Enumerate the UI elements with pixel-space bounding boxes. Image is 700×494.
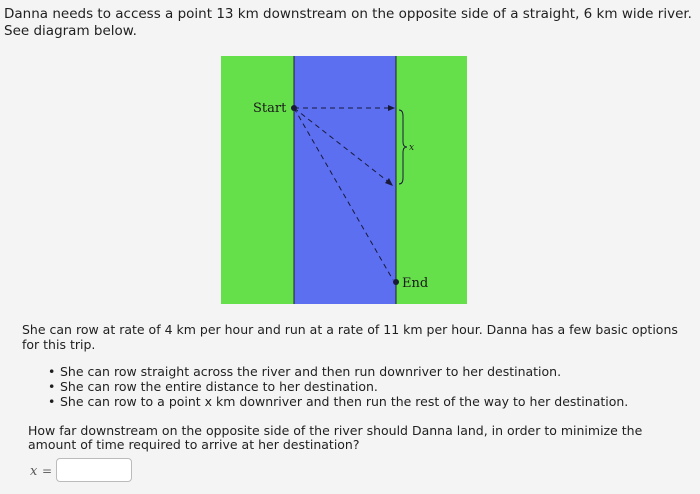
option-item bbox=[48, 364, 628, 379]
bullet: • bbox=[48, 364, 56, 379]
option-text: She can row the entire distance to her destination. bbox=[60, 379, 378, 394]
left-bank bbox=[221, 56, 294, 304]
x-label: x bbox=[409, 143, 415, 153]
river-diagram bbox=[221, 56, 467, 304]
bullet: • bbox=[48, 394, 56, 409]
end-point bbox=[393, 279, 399, 285]
start-label: Start bbox=[253, 101, 287, 116]
problem-intro: Danna needs to access a point 13 km downstream on the opposite side of a straight, 6 km wide river. See diagram below. bbox=[4, 6, 692, 39]
bullet: • bbox=[48, 379, 56, 394]
equals-sign: = bbox=[42, 464, 53, 478]
options-list bbox=[48, 364, 628, 409]
river-diagram-svg bbox=[221, 56, 467, 304]
option-text: She can row straight across the river and then run downriver to her destination. bbox=[60, 364, 562, 379]
option-item bbox=[48, 394, 628, 409]
option-item bbox=[48, 379, 628, 394]
end-label: End bbox=[402, 276, 429, 291]
option-text: She can row to a point x km downriver and then run the rest of the way to her destination. bbox=[60, 394, 629, 409]
question-text: How far downstream on the opposite side of the river should Danna land, in order to minimize the amount of time required to arrive at her destination? bbox=[28, 423, 643, 452]
answer-input[interactable] bbox=[56, 458, 132, 482]
start-point bbox=[291, 105, 297, 111]
right-bank bbox=[396, 56, 467, 304]
river bbox=[294, 56, 396, 304]
answer-variable: x bbox=[30, 464, 38, 479]
rate-sentence: She can row at rate of 4 km per hour and run at a rate of 11 km per hour. Danna has a few basic options for this trip. bbox=[22, 322, 678, 352]
